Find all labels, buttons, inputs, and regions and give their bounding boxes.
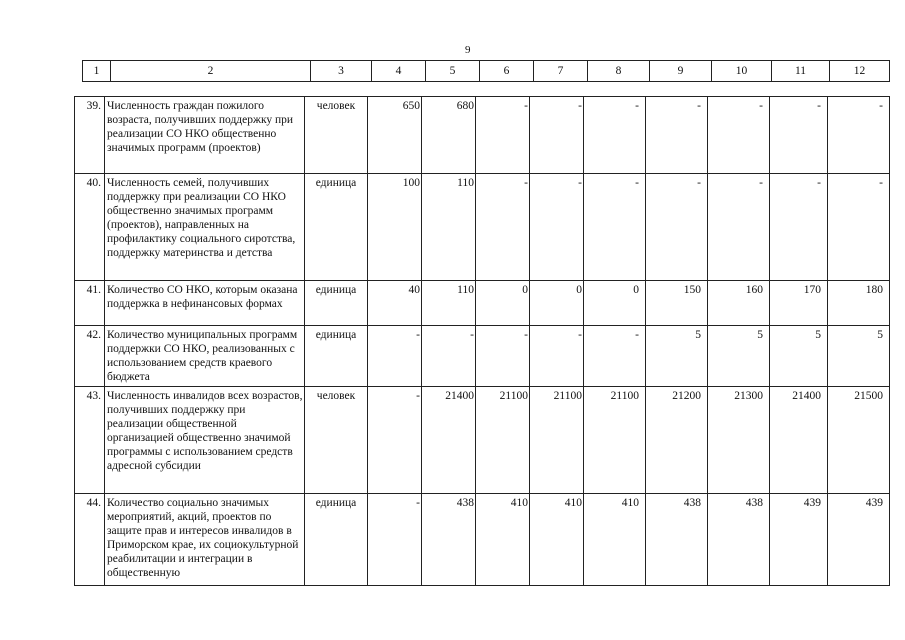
- unit-cell: единица: [305, 281, 368, 326]
- value-cell: 439: [770, 494, 828, 586]
- row-number: 43.: [75, 387, 105, 494]
- value-cell: -: [530, 97, 584, 174]
- value-cell: -: [828, 174, 890, 281]
- header-cell: 6: [480, 61, 534, 82]
- value-cell: 160: [708, 281, 770, 326]
- value-cell: 0: [584, 281, 646, 326]
- value-cell: 650: [368, 97, 422, 174]
- value-cell: 5: [708, 326, 770, 387]
- value-cell: 410: [530, 494, 584, 586]
- value-cell: -: [368, 494, 422, 586]
- value-cell: 438: [646, 494, 708, 586]
- unit-cell: единица: [305, 326, 368, 387]
- value-cell: 40: [368, 281, 422, 326]
- value-cell: 5: [646, 326, 708, 387]
- value-cell: -: [828, 97, 890, 174]
- header-cell: 12: [830, 61, 890, 82]
- table-row: [75, 281, 890, 326]
- header-cell: 9: [650, 61, 712, 82]
- indicator-name: Количество СО НКО, которым оказана поддержка в нефинансовых формах: [105, 281, 305, 326]
- indicator-name: Количество муниципальных программ поддержки СО НКО, реализованных с использованием средств краевого бюджета: [105, 326, 305, 387]
- unit-cell: человек: [305, 387, 368, 494]
- table-row: [75, 387, 890, 494]
- value-cell: 21100: [530, 387, 584, 494]
- row-number: 39.: [75, 97, 105, 174]
- value-cell: 100: [368, 174, 422, 281]
- table-row: [75, 174, 890, 281]
- unit-cell: единица: [305, 174, 368, 281]
- header-cell: 10: [712, 61, 772, 82]
- value-cell: -: [368, 326, 422, 387]
- value-cell: -: [770, 97, 828, 174]
- value-cell: -: [584, 326, 646, 387]
- header-cell: 4: [372, 61, 426, 82]
- indicator-name: Количество социально значимых мероприятий, акций, проектов по защите прав и интересов инвалидов в Приморском крае, их социокультурной реабилитации и интеграции в общественную: [105, 494, 305, 586]
- value-cell: 180: [828, 281, 890, 326]
- header-cell: 3: [311, 61, 372, 82]
- row-number: 40.: [75, 174, 105, 281]
- unit-cell: единица: [305, 494, 368, 586]
- header-cell: 1: [83, 61, 111, 82]
- value-cell: 410: [476, 494, 530, 586]
- header-cell: 7: [534, 61, 588, 82]
- row-number: 41.: [75, 281, 105, 326]
- value-cell: 110: [422, 174, 476, 281]
- value-cell: -: [770, 174, 828, 281]
- column-number-header: [82, 60, 890, 82]
- value-cell: -: [476, 174, 530, 281]
- value-cell: -: [476, 326, 530, 387]
- value-cell: -: [584, 174, 646, 281]
- value-cell: -: [368, 387, 422, 494]
- value-cell: -: [422, 326, 476, 387]
- value-cell: -: [476, 97, 530, 174]
- value-cell: -: [708, 97, 770, 174]
- value-cell: -: [646, 97, 708, 174]
- unit-cell: человек: [305, 97, 368, 174]
- table-row: [75, 97, 890, 174]
- value-cell: 21500: [828, 387, 890, 494]
- value-cell: 5: [770, 326, 828, 387]
- value-cell: 110: [422, 281, 476, 326]
- value-cell: 680: [422, 97, 476, 174]
- value-cell: 438: [422, 494, 476, 586]
- value-cell: 21300: [708, 387, 770, 494]
- value-cell: 0: [530, 281, 584, 326]
- value-cell: -: [708, 174, 770, 281]
- value-cell: 0: [476, 281, 530, 326]
- page-number: 9: [465, 44, 471, 56]
- indicators-table: [74, 96, 890, 586]
- header-row: [83, 61, 890, 82]
- value-cell: 150: [646, 281, 708, 326]
- value-cell: 5: [828, 326, 890, 387]
- value-cell: 439: [828, 494, 890, 586]
- row-number: 44.: [75, 494, 105, 586]
- indicator-name: Численность инвалидов всех возрастов, получивших поддержку при реализации общественной организацией общественно значимой программы с использованием средств адресной субсидии: [105, 387, 305, 494]
- value-cell: 21200: [646, 387, 708, 494]
- header-cell: 11: [772, 61, 830, 82]
- row-number: 42.: [75, 326, 105, 387]
- table-row: [75, 494, 890, 586]
- value-cell: 438: [708, 494, 770, 586]
- value-cell: 21400: [422, 387, 476, 494]
- header-cell: 5: [426, 61, 480, 82]
- value-cell: 21100: [584, 387, 646, 494]
- value-cell: -: [530, 174, 584, 281]
- indicator-name: Численность граждан пожилого возраста, получивших поддержку при реализации СО НКО общественно значимых программ (проектов): [105, 97, 305, 174]
- header-cell: 8: [588, 61, 650, 82]
- value-cell: -: [584, 97, 646, 174]
- value-cell: 410: [584, 494, 646, 586]
- header-cell: 2: [111, 61, 311, 82]
- value-cell: -: [530, 326, 584, 387]
- table-row: [75, 326, 890, 387]
- value-cell: -: [646, 174, 708, 281]
- value-cell: 21100: [476, 387, 530, 494]
- value-cell: 170: [770, 281, 828, 326]
- value-cell: 21400: [770, 387, 828, 494]
- indicator-name: Численность семей, получивших поддержку при реализации СО НКО общественно значимых программ (проектов), направленных на профилактику социального сиротства, поддержку материнства и детства: [105, 174, 305, 281]
